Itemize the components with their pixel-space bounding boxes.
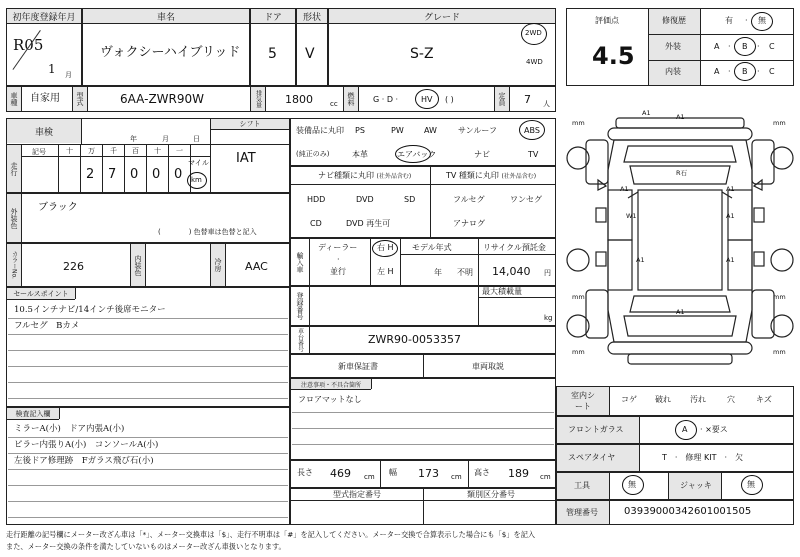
fuel-selected: HV — [421, 95, 433, 104]
front-glass-label: フロントガラス — [568, 425, 624, 434]
length-label: 長さ — [297, 468, 313, 477]
grade-option: A — [714, 67, 720, 76]
mm-label: mm — [773, 348, 786, 356]
mileage-place-header: 一 — [176, 147, 183, 155]
mileage-digit: 0 — [130, 167, 139, 182]
grade-option: A — [714, 42, 720, 51]
repair-option: 無 — [758, 16, 766, 25]
equipment-item: サンルーフ — [458, 126, 497, 135]
mileage-divider — [146, 144, 147, 193]
color-value: ブラック — [38, 202, 78, 213]
grade-option: · — [728, 42, 731, 51]
yen-unit: 円 — [544, 269, 551, 277]
inspector-line: ミラーA(小) ドア内張A(小) — [14, 424, 125, 434]
sales-rule — [8, 366, 288, 367]
navi-item: SD — [404, 195, 416, 204]
mm-label: mm — [572, 348, 585, 356]
damage-mark: A1 — [676, 113, 685, 121]
sheet-item: 汚れ — [690, 395, 706, 404]
grade-label: グレード — [329, 9, 555, 24]
model-year-unknown: 不明 — [457, 268, 473, 277]
equipment-item: PW — [391, 126, 404, 135]
management-value: 03939000342601001505 — [624, 506, 752, 517]
right-h: 右 H — [377, 243, 394, 252]
shift-label: シフト — [211, 119, 289, 130]
model-year-label: モデル年式 — [412, 243, 452, 252]
interior-circle — [734, 62, 756, 81]
grade-option: B — [742, 42, 748, 51]
repair-circle — [751, 12, 773, 31]
equipment-item: ABS — [524, 126, 540, 135]
footer-line1: 走行距離の記号欄にメーター改ざん車は「*」、メーター交換車は「$」、走行不明車は「#」を記入してください。メーター交換で合算表示した場合にも「$」を記入 — [6, 530, 536, 539]
equipment-item: エアバック — [397, 150, 437, 159]
equipment-item: ナビ — [474, 150, 490, 159]
damage-mark: W1 — [626, 212, 637, 220]
model-year-unit: 年 — [434, 268, 442, 277]
inspector-rule — [8, 453, 288, 454]
airbag-circle — [395, 145, 431, 163]
mileage-divider — [102, 144, 103, 193]
front-glass-rest: · ×要ス — [700, 425, 728, 434]
grade-option: B — [742, 67, 748, 76]
drive-4wd: 4WD — [526, 58, 543, 66]
damage-mark: A1 — [642, 109, 651, 117]
kind-value: 自家用 — [30, 93, 60, 104]
model-label: 型式 — [73, 87, 87, 111]
first-reg-month: 1 — [48, 62, 56, 76]
sales-rule — [8, 382, 288, 383]
navi-header: ナビ種類に丸印 (社外品含む) — [318, 171, 412, 180]
manual: 車両取説 — [472, 362, 504, 371]
ac-value: AAC — [245, 260, 268, 273]
first-reg-year: R05 — [13, 36, 44, 54]
spare-tire-label: スペアタイヤ — [568, 453, 616, 462]
inspector-rule — [8, 469, 288, 470]
abs-circle — [519, 120, 545, 140]
cc-unit: cc — [330, 100, 338, 108]
sales-line: 10.5インチナビ/14インチ後席モニター — [14, 305, 166, 315]
chassis-value: ZWR90-0053357 — [368, 333, 462, 346]
symbol-label: 記号 — [32, 148, 46, 156]
mileage-digit: 2 — [86, 167, 95, 182]
inspector-line: 左後ドア修理跡 Fガラス飛び石(小) — [14, 456, 154, 466]
tv-header: TV 種類に丸印 (社外品含む) — [446, 171, 537, 180]
shaken-label: 車検 — [7, 119, 81, 143]
jack-label: ジャッキ — [680, 481, 712, 490]
import-label: 輸入車 — [291, 239, 309, 285]
equipment-item: 本革 — [352, 150, 368, 159]
grade-value: S-Z — [410, 46, 434, 62]
inspector-line: ピラー内張りA(小) コンソールA(小) — [14, 440, 159, 450]
length-value: 469 — [330, 467, 351, 480]
interior-color-label: 内装色 — [131, 244, 145, 286]
repair-label: 修復歴 — [662, 16, 686, 25]
mileage-divider — [168, 144, 169, 193]
mileage-place-header: 千 — [110, 147, 117, 155]
car-name-label: 車名 — [83, 9, 249, 24]
mileage-place-header: 十 — [154, 147, 161, 155]
recycle-label: リサイクル預託金 — [483, 243, 546, 252]
tv-item: ワンセグ — [510, 195, 542, 204]
height-label: 高さ — [474, 468, 490, 477]
sales-rule — [8, 350, 288, 351]
score-value: 4.5 — [592, 42, 635, 70]
capacity-value: 7 — [524, 93, 531, 106]
navi-item: DVD 再生可 — [346, 219, 391, 228]
capacity-label: 定員 — [495, 87, 509, 111]
color-label: 外装色 — [7, 194, 21, 242]
sheet-item: 穴 — [727, 395, 735, 404]
type-designation-label: 型式指定番号 — [333, 490, 381, 499]
navi-item: HDD — [307, 195, 326, 204]
inspector-rule — [8, 517, 288, 518]
chassis-label: 車台番号 — [291, 327, 309, 353]
sales-label: セールスポイント — [7, 288, 75, 299]
km-label: km — [191, 176, 202, 184]
front-glass-a: A — [682, 425, 688, 434]
attention-label: 注意事項・不具合箇所 — [291, 379, 371, 389]
car-name: ヴォクシーハイブリッド — [100, 45, 241, 60]
mm-label: mm — [572, 119, 585, 127]
sales-line: フルセグ Bカメ — [14, 321, 80, 331]
inspector-rule — [8, 501, 288, 502]
sales-rule — [8, 334, 288, 335]
mm-label: mm — [773, 293, 786, 301]
fuel-paren: ( ) — [445, 95, 454, 104]
tools-value: 無 — [628, 480, 636, 489]
equipment-item: AW — [424, 126, 437, 135]
inspector-rule — [8, 437, 288, 438]
door-value: 5 — [268, 46, 277, 62]
height-unit: cm — [540, 473, 551, 481]
interior-sheet-label: 室内シート — [571, 391, 595, 411]
tools-label: 工具 — [574, 481, 590, 490]
width-label: 幅 — [389, 468, 397, 477]
category-label: 類別区分番号 — [467, 490, 515, 499]
door-label: ドア — [251, 9, 295, 24]
attention-text: フロアマットなし — [298, 395, 362, 404]
row2 — [6, 86, 556, 112]
exterior-label: 外装 — [665, 42, 681, 51]
equipment-item: TV — [528, 150, 539, 159]
shape-value: V — [305, 46, 315, 62]
first-reg-label: 初年度登録年月 — [7, 9, 81, 24]
kind-label: 車種 — [7, 87, 21, 111]
mileage-divider — [124, 144, 125, 193]
dealer-dot: · — [337, 255, 340, 264]
equipment-label: 装備品に丸印 — [296, 126, 344, 135]
grade-option: · — [757, 67, 760, 76]
mm-label: mm — [572, 293, 585, 301]
grade-option: · — [757, 42, 760, 51]
month-unit: 月 — [65, 71, 72, 79]
fuel-label: 燃料 — [344, 87, 358, 111]
max-load-label: 最大積載量 — [482, 287, 522, 296]
repair-option: 有 — [725, 16, 733, 25]
grade-option: · — [728, 67, 731, 76]
parallel-label: 並行 — [330, 267, 346, 276]
exterior-circle — [734, 37, 756, 56]
dealer-label: ディーラー — [318, 243, 358, 252]
repaint-note: ( ) 色替車は色替と記入 — [158, 228, 257, 236]
displacement-value: 1800 — [285, 93, 313, 106]
mm-label: mm — [773, 119, 786, 127]
fuel-options: G · D · — [373, 95, 399, 104]
attention-block — [290, 378, 556, 460]
mileage-digit: 7 — [108, 167, 117, 182]
damage-mark: A1 — [636, 256, 645, 264]
footer-line2: また、メーター交換の条件を満たしていないものはメーター改ざん車扱いとなります。 — [6, 542, 286, 551]
score-label: 評価点 — [595, 16, 619, 25]
tv-item: フルセグ — [453, 195, 485, 204]
ac-label: 冷房 — [211, 244, 225, 286]
inspector-rule — [8, 485, 288, 486]
damage-mark: A1 — [726, 212, 735, 220]
sales-rule — [8, 398, 288, 399]
damage-mark: A1 — [726, 185, 735, 193]
grade-option: C — [769, 67, 775, 76]
damage-mark: R石 — [676, 169, 688, 177]
recycle-value: 14,040 — [492, 265, 531, 278]
width-unit: cm — [451, 473, 462, 481]
reg-no-label: 登録番号 — [291, 287, 309, 325]
capacity-unit: 人 — [543, 100, 550, 108]
drive-2wd: 2WD — [525, 29, 542, 37]
height-value: 189 — [508, 467, 529, 480]
length-unit: cm — [364, 473, 375, 481]
mileage-label: 走行 — [7, 145, 21, 192]
tv-item: アナログ — [453, 219, 485, 228]
year-unit: 年 — [130, 135, 137, 143]
displacement-label: 排気量 — [251, 87, 265, 111]
sales-rule — [8, 318, 288, 319]
mile-label: マイル — [188, 159, 209, 167]
damage-mark: A1 — [726, 256, 735, 264]
repair-option: · — [745, 16, 748, 25]
mileage-place-header: 百 — [132, 147, 139, 155]
grade-option: C — [769, 42, 775, 51]
sheet-item: 破れ — [655, 395, 671, 404]
navi-item: DVD — [356, 195, 374, 204]
color-no-value: 226 — [63, 260, 84, 273]
shape-label: 形状 — [297, 9, 327, 24]
width-value: 173 — [418, 467, 439, 480]
car-outline-svg — [566, 100, 794, 380]
sheet-item: キズ — [756, 395, 772, 404]
day-unit: 日 — [193, 135, 200, 143]
mileage-digit: 0 — [174, 167, 183, 182]
sheet-item: コゲ — [621, 395, 637, 404]
equipment-item: PS — [355, 126, 365, 135]
jack-value: 無 — [747, 480, 755, 489]
mileage-place-header: 万 — [88, 147, 95, 155]
kg-unit: kg — [544, 314, 553, 322]
equipment-sub-label: (純正のみ) — [296, 150, 330, 158]
new-warranty: 新車保証書 — [338, 362, 378, 371]
color-no-label: カラーNo. — [7, 244, 21, 286]
management-label: 管理番号 — [566, 508, 598, 517]
model-value: 6AA-ZWR90W — [120, 92, 205, 106]
spare-tire-value: T · 修理 KIT · 欠 — [662, 453, 744, 462]
mileage-digit: 0 — [152, 167, 161, 182]
damage-mark: A1 — [620, 185, 629, 193]
shift-value: IAT — [236, 151, 256, 166]
inspector-label: 検査記入欄 — [7, 408, 59, 419]
left-h: 左 H — [377, 267, 394, 276]
month-unit-2: 月 — [162, 135, 169, 143]
navi-item: CD — [310, 219, 322, 228]
interior-label: 内装 — [665, 67, 681, 76]
mileage-divider — [80, 144, 81, 193]
damage-mark: A1 — [676, 308, 685, 316]
mileage-place-header: 十 — [66, 147, 73, 155]
